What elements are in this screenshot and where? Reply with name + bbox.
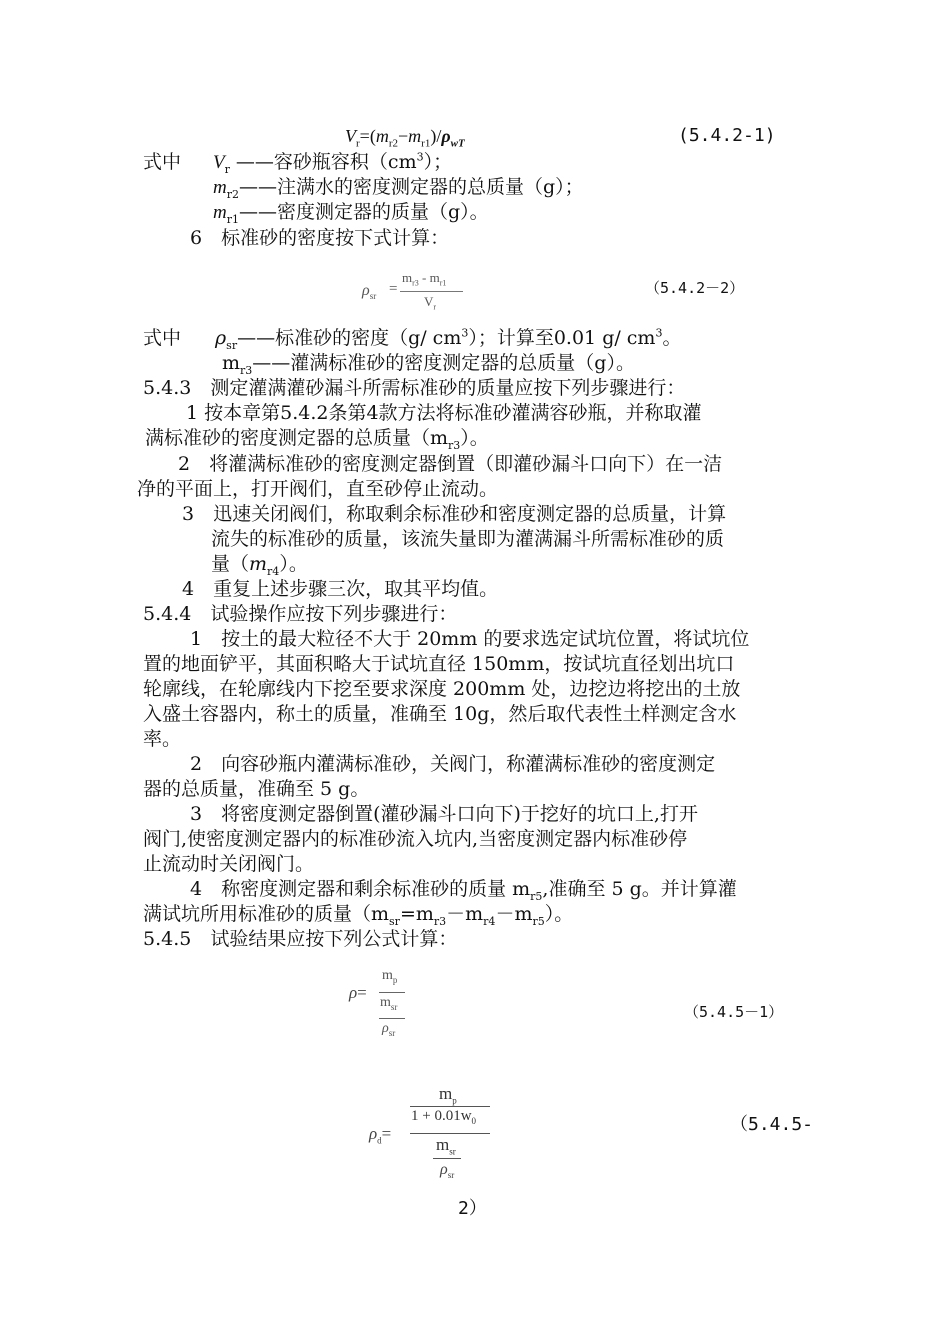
text: ——注满水的密度测定器的总质量（g）； bbox=[239, 176, 584, 198]
op: − bbox=[398, 126, 409, 146]
var-m: m bbox=[436, 1135, 450, 1154]
lhs bbox=[349, 983, 367, 1003]
item-6: 6 标准砂的密度按下式计算： bbox=[190, 227, 450, 249]
text: ——灌满标准砂的密度测定器的总质量（g）。 bbox=[252, 352, 635, 374]
var-m: m bbox=[213, 202, 227, 223]
where-prefix: 式中 bbox=[143, 151, 182, 173]
equals: = bbox=[381, 1124, 392, 1143]
var-m: m bbox=[380, 995, 391, 1010]
s544-item4-line2 bbox=[143, 902, 573, 926]
numerator bbox=[402, 270, 446, 288]
text: －m bbox=[495, 903, 533, 925]
sub: r3 bbox=[412, 278, 419, 288]
sub: sr bbox=[369, 291, 377, 302]
sub: r3 bbox=[448, 438, 461, 452]
sub: r5 bbox=[532, 914, 545, 928]
s543-item3-line3 bbox=[211, 552, 308, 576]
s543-item3-line2: 流失的标准砂的质量，该流失量即为灌满漏斗所需标准砂的质 bbox=[211, 528, 725, 550]
text: ）； bbox=[423, 151, 453, 173]
op: )/ bbox=[430, 126, 442, 146]
var-m: m bbox=[375, 126, 389, 146]
sub: r1 bbox=[226, 212, 239, 226]
s544-item1-line3: 轮廓线，在轮廓线内下挖至要求深度 200mm 处，边挖边将挖出的土放 bbox=[143, 678, 741, 700]
equation-label: （5.4.5- bbox=[730, 1114, 814, 1135]
rho-symbol: ρ bbox=[440, 1161, 448, 1178]
fraction-bar bbox=[379, 992, 405, 993]
where-line-rho-sr bbox=[215, 326, 681, 350]
section-5-4-5-title: 5.4.5 试验结果应按下列公式计算： bbox=[143, 928, 458, 950]
var-m: m bbox=[382, 968, 393, 983]
text: - m bbox=[418, 270, 440, 285]
equation-label: (5.4.2-1) bbox=[678, 125, 776, 146]
text: ——密度测定器的质量（g）。 bbox=[239, 201, 489, 223]
section-5-4-4-title: 5.4.4 试验操作应按下列步骤进行： bbox=[143, 603, 458, 625]
s544-item3-line1: 3 将密度测定器倒置(灌砂漏斗口向下)于挖好的坑口上,打开 bbox=[190, 803, 698, 825]
top-numerator bbox=[439, 1084, 457, 1105]
sub: r bbox=[224, 162, 230, 176]
where-line-mr1 bbox=[213, 200, 489, 225]
equation-label: （5.4.2－2） bbox=[645, 279, 745, 297]
var-m: m bbox=[402, 270, 413, 285]
numerator bbox=[382, 968, 397, 985]
equation-label: （5.4.5－1） bbox=[684, 1003, 784, 1021]
where-prefix: 式中 bbox=[143, 327, 182, 349]
rho-symbol: ρ bbox=[369, 1124, 378, 1143]
denominator bbox=[424, 294, 436, 312]
lhs bbox=[362, 282, 376, 301]
var-m: m bbox=[249, 553, 268, 575]
sub: r3 bbox=[433, 914, 447, 928]
text: ）。 bbox=[460, 427, 489, 449]
sub: r4 bbox=[267, 564, 280, 578]
s544-item4-line1 bbox=[190, 877, 737, 901]
s543-item4: 4 重复上述步骤三次，取其平均值。 bbox=[182, 578, 499, 600]
s543-item1-line2 bbox=[145, 426, 489, 450]
rho-symbol: ρ bbox=[362, 282, 370, 299]
lhs bbox=[369, 1124, 391, 1145]
text: 满试坑所用标准砂的质量（m bbox=[143, 903, 390, 925]
bottom-numerator bbox=[436, 1135, 456, 1156]
op: =( bbox=[359, 126, 376, 146]
text: ——标准砂的密度（g/ cm bbox=[237, 327, 462, 349]
sub: wT bbox=[450, 137, 465, 150]
sub: r4 bbox=[483, 914, 496, 928]
text: －m bbox=[446, 903, 484, 925]
sub: r bbox=[356, 137, 360, 150]
s543-item2-line1: 2 将灌满标准砂的密度测定器倒置（即灌砂漏斗口向下）在一洁 bbox=[178, 453, 723, 475]
text: 。 bbox=[662, 327, 682, 349]
sub: sr bbox=[389, 914, 400, 928]
equation-5-4-2-1 bbox=[345, 124, 465, 148]
sub: sr bbox=[449, 1146, 456, 1157]
sub: r5 bbox=[530, 889, 543, 903]
sub: p bbox=[452, 1095, 457, 1106]
rho-symbol: ρ bbox=[215, 327, 227, 349]
equals: = bbox=[389, 281, 398, 297]
where-line-mr3 bbox=[222, 351, 635, 375]
bottom-fraction-bar bbox=[433, 1158, 461, 1159]
sub: r bbox=[433, 302, 437, 312]
s543-item3-line1: 3 迅速关闭阀们，称取剩余标准砂和密度测定器的总质量，计算 bbox=[182, 503, 727, 525]
text: ,准确至 5 g。并计算灌 bbox=[542, 878, 737, 900]
rho-symbol: ρ bbox=[441, 126, 451, 146]
sub: sr bbox=[388, 1027, 396, 1038]
equation-label-continued: 2） bbox=[458, 1198, 487, 1219]
where-line-mr2 bbox=[213, 175, 584, 200]
sub: d bbox=[377, 1135, 382, 1146]
s544-item2-line1: 2 向容砂瓶内灌满标准砂，关阀门，称灌满标准砂的密度测定 bbox=[190, 753, 716, 775]
equals: = bbox=[357, 983, 367, 1002]
var-v: V bbox=[345, 126, 356, 146]
s544-item1-line2: 置的地面铲平，其面积略大于试坑直径 150mm，按试坑直径划出坑口 bbox=[143, 653, 735, 675]
text: 4 称密度测定器和剩余标准砂的质量 m bbox=[190, 878, 531, 900]
s543-item2-line2: 净的平面上，打开阀们，直至砂停止流动。 bbox=[137, 478, 499, 500]
text: 量（ bbox=[211, 553, 250, 575]
sub: sr bbox=[447, 1170, 455, 1181]
s544-item1-line1: 1 按土的最大粒径不大于 20mm 的要求选定试坑位置，将试坑位 bbox=[190, 628, 750, 650]
inner-fraction-bar bbox=[379, 1018, 405, 1019]
bottom-denominator bbox=[440, 1161, 454, 1180]
sup: 3 bbox=[461, 326, 469, 340]
sub: r1 bbox=[439, 278, 447, 288]
sub: r2 bbox=[388, 137, 398, 150]
var-m: m bbox=[408, 126, 422, 146]
sub: p bbox=[392, 974, 398, 985]
sup: 3 bbox=[416, 150, 424, 164]
sub: r2 bbox=[226, 187, 239, 201]
s543-item1-line1: 1 按本章第5.4.2条第4款方法将标准砂灌满容砂瓶，并称取灌 bbox=[186, 402, 702, 424]
main-fraction-bar bbox=[410, 1133, 490, 1134]
s544-item1-line4: 入盛土容器内，称土的质量，准确至 10g，然后取代表性土样测定含水 bbox=[143, 703, 737, 725]
rho-symbol: ρ bbox=[349, 983, 358, 1002]
sub: r3 bbox=[240, 363, 253, 377]
sub: sr bbox=[390, 1001, 398, 1012]
top-denominator bbox=[411, 1108, 476, 1126]
sub: 0 bbox=[471, 1116, 477, 1126]
s544-item3-line2: 阀门,使密度测定器内的标准砂流入坑内,当密度测定器内标准砂停 bbox=[143, 828, 688, 850]
text: ——容砂瓶容积（cm bbox=[235, 151, 417, 173]
s544-item1-line5: 率。 bbox=[143, 728, 182, 750]
text: =m bbox=[399, 903, 434, 925]
s544-item3-line3: 止流动时关闭阀门。 bbox=[143, 853, 315, 875]
inner-denominator bbox=[382, 1021, 395, 1038]
var-m: m bbox=[222, 352, 241, 374]
text: 满标准砂的密度测定器的总质量（m bbox=[145, 427, 449, 449]
section-5-4-3-title: 5.4.3 测定灌满灌砂漏斗所需标准砂的质量应按下列步骤进行： bbox=[143, 377, 686, 399]
text: ）。 bbox=[279, 553, 308, 575]
sub: sr bbox=[226, 338, 238, 352]
inner-numerator bbox=[380, 995, 397, 1012]
sup: 3 bbox=[655, 326, 663, 340]
var-v: V bbox=[213, 152, 225, 173]
rho-symbol: ρ bbox=[382, 1021, 389, 1036]
sub: r1 bbox=[421, 137, 431, 150]
var-v: V bbox=[424, 294, 434, 309]
text: ）；计算至0.01 g/ cm bbox=[468, 327, 656, 349]
text: ）。 bbox=[544, 903, 574, 925]
text: 1 + 0.01w bbox=[411, 1108, 472, 1124]
top-fraction-bar bbox=[410, 1106, 490, 1107]
fraction-bar bbox=[400, 291, 463, 292]
var-m: m bbox=[213, 177, 227, 198]
var-m: m bbox=[439, 1084, 453, 1103]
s544-item2-line2: 器的总质量，准确至 5 g。 bbox=[143, 778, 370, 800]
where-line-vr bbox=[213, 150, 452, 175]
